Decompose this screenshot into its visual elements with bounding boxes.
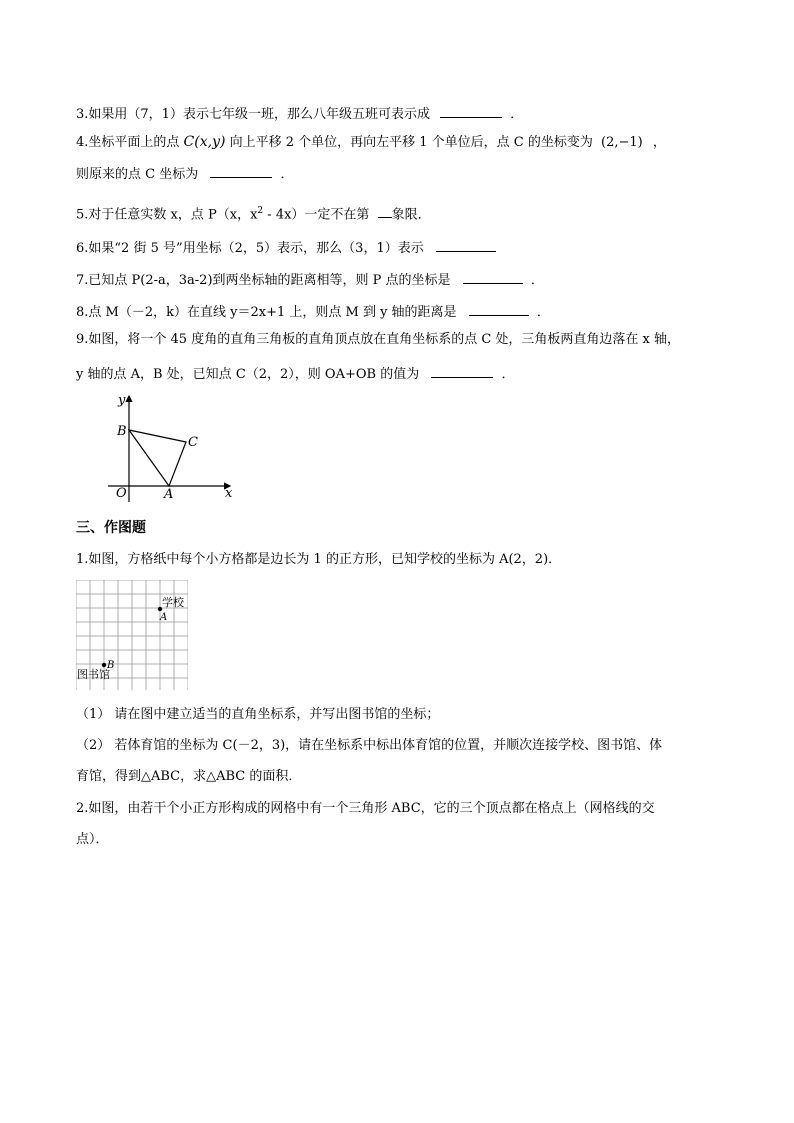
triangle-abc — [129, 430, 186, 486]
question-4-mid: 向上平移 2 个单位，再向左平移 1 个单位后，点 C 的坐标变为 — [229, 135, 593, 150]
question-6 — [76, 238, 496, 257]
school-label: 学校 — [162, 596, 184, 609]
problem-1-intro — [76, 552, 561, 568]
grid-figure — [76, 580, 188, 690]
sub1-text: 请在图中建立适当的直角坐标系，并写出图书馆的坐标； — [110, 707, 440, 722]
problem-2-line1-text: 2.如图，由若干个小正方形构成的网格中有一个三角形 ABC，它的三个顶点都在格点上（网格线的交 — [76, 801, 655, 816]
question-4-line2 — [76, 164, 294, 183]
question-4-end: ， — [652, 135, 666, 150]
question-7 — [76, 270, 544, 289]
label-y: y — [118, 393, 126, 408]
question-8-end: ． — [536, 305, 550, 320]
question-5 — [76, 203, 431, 223]
point-b-label: B — [107, 660, 115, 671]
library-point — [102, 663, 106, 667]
library-label: 图书馆 — [77, 668, 110, 681]
question-5-sup: 2 — [257, 206, 264, 216]
answer-blank-6[interactable] — [436, 238, 496, 252]
answer-blank-7[interactable] — [463, 270, 523, 284]
question-9-end: ． — [501, 367, 515, 382]
question-6-text: 6.如果“2 街 5 号”用坐标（2，5）表示，那么（3，1）表示 — [76, 241, 424, 256]
question-4-coord: (2,−1) — [601, 135, 643, 150]
question-3-end: ． — [510, 107, 524, 122]
sub1-number: （1） — [76, 707, 111, 722]
answer-blank-3[interactable] — [440, 104, 502, 118]
label-a: A — [164, 487, 174, 502]
label-b: B — [117, 424, 127, 439]
question-8-text: 8.点 M（－2，k）在直线 y＝2x+1 上，则点 M 到 y 轴的距离是 — [76, 305, 457, 320]
triangle-figure — [100, 390, 240, 510]
question-5-post: - 4x）一定不在第 — [263, 207, 370, 223]
section-heading: 三、作图题 — [76, 520, 146, 536]
question-3 — [76, 104, 523, 123]
question-9-line2 — [76, 364, 515, 383]
question-4-line2-end: ． — [280, 167, 294, 182]
question-4 — [76, 134, 666, 151]
point-a-label: A — [160, 612, 168, 623]
problem-2-line2 — [76, 832, 109, 848]
question-3-text: 3.如果用（7，1）表示七年级一班，那么八年级五班可表示成 — [76, 107, 430, 122]
question-4-point: C(x,y) — [183, 134, 226, 150]
question-9-line1-text: 9.如图，将一个 45 度角的直角三角板的直角顶点放在直角坐标系的点 C 处，三角板两直角边落在 x 轴， — [76, 332, 681, 347]
problem-2-line1 — [76, 801, 655, 817]
label-c: C — [188, 435, 198, 450]
problem-1-sub2-cont — [76, 769, 301, 785]
question-5-end: 象限． — [391, 207, 431, 223]
question-9-line1 — [76, 332, 680, 348]
sub2-number: （2） — [76, 738, 111, 753]
answer-blank-5[interactable] — [378, 204, 392, 218]
question-8 — [76, 302, 550, 321]
problem-1-sub2 — [76, 738, 662, 754]
answer-blank-9[interactable] — [431, 364, 493, 378]
sub2-line1: 若体育馆的坐标为 C(－2，3)，请在坐标系中标出体育馆的位置，并顺次连接学校、图书馆、体 — [110, 738, 663, 753]
answer-blank-8[interactable] — [469, 302, 529, 316]
sub2-line2: 育馆，得到△ABC，求△ABC 的面积． — [76, 769, 302, 784]
problem-1-intro-text: 1.如图，方格纸中每个小方格都是边长为 1 的正方形，已知学校的坐标为 A(2，2)． — [76, 552, 562, 567]
question-7-text: 7.已知点 P(2-a，3a-2)到两坐标轴的距离相等，则 P 点的坐标是 — [76, 273, 451, 288]
question-4-pre: 4.坐标平面上的点 — [76, 135, 180, 150]
problem-1-sub1 — [76, 707, 439, 723]
problem-2-line2-text: 点）． — [76, 832, 109, 847]
label-o: O — [116, 486, 127, 501]
label-x: x — [225, 486, 233, 501]
question-4-line2-text: 则原来的点 C 坐标为 — [76, 167, 199, 182]
question-5-pre: 5.对于任意实数 x，点 P（x，x — [76, 207, 258, 223]
answer-blank-4[interactable] — [210, 164, 272, 178]
question-9-line2-text: y 轴的点 A，B 处，已知点 C（2，2），则 OA+OB 的值为 — [76, 367, 420, 382]
question-7-end: ． — [530, 273, 544, 288]
